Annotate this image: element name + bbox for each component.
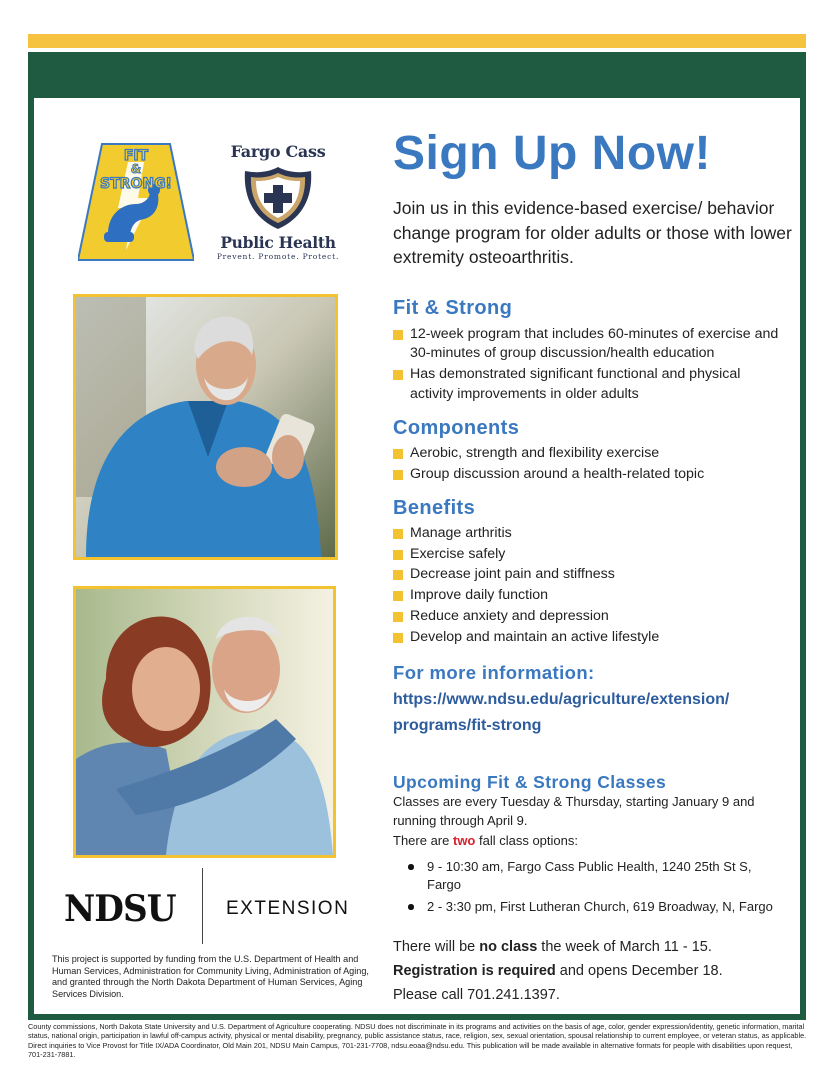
photo-couple-embracing: [73, 586, 336, 858]
program-link-line2[interactable]: programs/fit-strong: [393, 717, 542, 734]
benefits-list: [393, 524, 783, 648]
list-item: Decrease joint pain and stiffness: [393, 565, 783, 584]
phone-note: Please call 701.241.1397.: [393, 987, 560, 1003]
note-text: There will be: [393, 939, 480, 955]
fit-logo-line2: &: [130, 162, 142, 176]
extension-wordmark: EXTENSION: [226, 898, 350, 919]
intro-text: Join us in this evidence-based exercise/ behavior change program for older adults or those with lower extremity osteoarthritis.: [393, 198, 792, 267]
fit-logo-line1: FIT: [123, 148, 149, 164]
list-item: 12-week program that includes 60-minutes of exercise and 30-minutes of group discussion/health education: [393, 325, 783, 364]
fit-strong-list: [393, 325, 783, 405]
class-options-intro: [393, 833, 578, 848]
more-info-heading: For more information:: [393, 662, 595, 683]
no-class-note: [393, 939, 712, 955]
benefits-heading: Benefits: [393, 497, 476, 519]
list-item: Has demonstrated significant functional and physical activity improvements in older adults: [393, 365, 783, 404]
fargo-cass-logo: [215, 142, 341, 262]
nondiscrimination-footer: County commissions, North Dakota State University and U.S. Department of Agriculture cooperating. NDSU does not discriminate in its programs and activities on the basis of age, color, gender expression/identity, genetic information, marital status, national origin, participation in lawful off-campus activity, physical or mental disability, pregnancy, public assistance status, race, religion, sex, sexual orientation, spousal relationship to current employee, or veteran status, as applicable. Direct inquiries to Vice Provost for Title IX/ADA Coordinator, Old Main 201, NDSU Main Campus, 701-231-7708, ndsu.eoaa@ndsu.edu. This publication will be made available in alternative formats for people with disabilities upon request, 701-231-7881.: [28, 1022, 807, 1060]
upcoming-classes-heading: Upcoming Fit & Strong Classes: [393, 772, 667, 792]
list-item: Group discussion around a health-related topic: [393, 465, 783, 484]
fargo-cass-tagline: Prevent. Promote. Protect.: [216, 252, 340, 261]
list-item: Improve daily function: [393, 586, 783, 605]
photo-man-with-phone: [73, 294, 338, 560]
components-list: [393, 444, 783, 485]
note-text: the week of March 11 - 15.: [537, 939, 712, 955]
fit-strong-heading: Fit & Strong: [393, 297, 513, 319]
ndsu-extension-logo: [64, 868, 364, 944]
fit-logo-line3: STRONG!: [100, 176, 172, 192]
page-title: Sign Up Now!: [393, 127, 711, 180]
options-count: two: [452, 833, 476, 848]
list-item: 2 - 3:30 pm, First Lutheran Church, 619 Broadway, N, Fargo: [393, 898, 773, 916]
program-link[interactable]: [393, 687, 803, 739]
list-item: Reduce anxiety and depression: [393, 607, 783, 626]
funding-statement: This project is supported by funding from the U.S. Department of Health and Human Services, Administration for Community Living, Administration of Aging, and granted through the North Dakota Department of Human Services, Aging Services Division.: [52, 954, 369, 999]
list-item: Aerobic, strength and flexibility exercise: [393, 444, 783, 463]
note-emphasis: Registration is required: [393, 963, 556, 979]
fit-strong-logo: [78, 142, 194, 262]
list-item: Manage arthritis: [393, 524, 783, 543]
class-options-list: [393, 858, 773, 920]
ndsu-wordmark: NDSU: [64, 888, 176, 930]
options-suffix: fall class options:: [475, 833, 578, 848]
classes-schedule: Classes are every Tuesday & Thursday, starting January 9 and running through April 9.: [393, 794, 755, 828]
list-item: 9 - 10:30 am, Fargo Cass Public Health, 1240 25th St S, Fargo: [393, 858, 773, 894]
logo-divider: [202, 868, 203, 944]
top-gold-bar: [28, 34, 806, 48]
registration-note: [393, 963, 723, 979]
note-text: and opens December 18.: [555, 963, 723, 979]
fargo-cass-name: Fargo Cass: [230, 142, 326, 161]
components-heading: Components: [393, 417, 520, 439]
list-item: Exercise safely: [393, 545, 783, 564]
options-prefix: There are: [393, 833, 453, 848]
shield-icon: [243, 165, 313, 231]
public-health-name: Public Health: [220, 233, 336, 252]
program-link-line1[interactable]: https://www.ndsu.edu/agriculture/extension/: [393, 691, 730, 708]
note-emphasis: no class: [479, 939, 538, 955]
list-item: Develop and maintain an active lifestyle: [393, 628, 783, 647]
